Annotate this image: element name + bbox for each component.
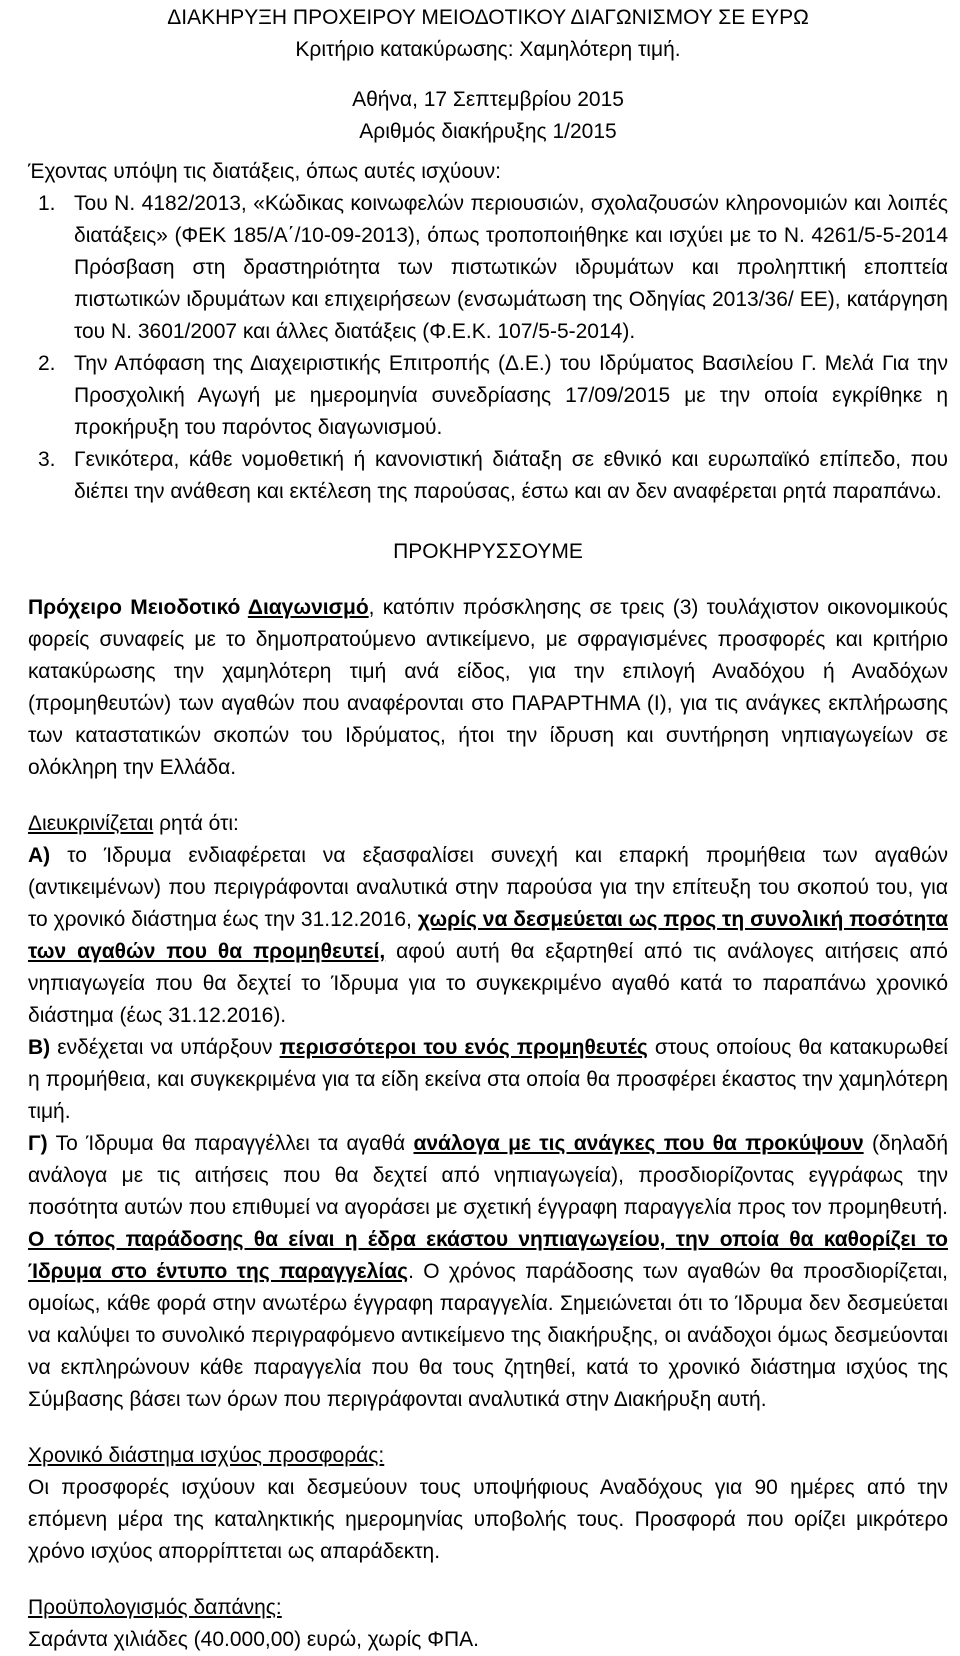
clause-emphasis: Ο τόπος παράδοσης θα είναι η έδρα εκάστου νηπιαγωγείου, την οποία θα καθορίζει το Ίδρυμα στο έντυπο της παραγγελίας: [28, 1228, 948, 1283]
clause-b: [28, 1032, 948, 1128]
provision-2: [28, 348, 948, 444]
document-date: Αθήνα, 17 Σεπτεμβρίου 2015: [352, 88, 624, 111]
document-number: Αριθμός διακήρυξης 1/2015: [359, 120, 617, 143]
proclaim-heading: ΠΡΟΚΗΡΥΣΣΟΥΜΕ: [393, 540, 583, 563]
clause-emphasis: ανάλογα με τις ανάγκες που θα προκύψουν: [413, 1132, 864, 1155]
provision-text: Του Ν. 4182/2013, «Κώδικας κοινωφελών περιουσιών, σχολαζουσών κληρονομιών και λοιπές διατάξεις» (ΦΕΚ 185/Α΄/10-09-2013), όπως τροποποιήθηκε και ισχύει με το Ν. 4261/5-5-2014 Πρόσβαση στη δραστηριότητα των πιστωτικών ιδρυμάτων και προληπτική εποπτεία πιστωτικών ιδρυμάτων και επιχειρήσεων (ενσωμάτωση της Οδηγίας 2013/36/ ΕΕ), κατάργηση του Ν. 3601/2007 και άλλες διατάξεις (Φ.Ε.Κ. 107/5-5-2014).: [74, 192, 948, 343]
clause-text: το Ίδρυμα ενδιαφέρεται να εξασφαλίσει συνεχή και επαρκή προμήθεια των αγαθών (αντικειμένων) που περιγράφονται αναλυτικά στην παρούσα για την επίτευξη του σκοπού του, για το χρονικό διάστημα έως την 31.12.2016,: [28, 844, 948, 931]
budget-heading: Προϋπολογισμός δαπάνης:: [28, 1596, 282, 1619]
clarify-heading: [28, 808, 948, 840]
provision-1: [28, 188, 948, 348]
clause-text: (δηλαδή ανάλογα με τις αιτήσεις που θα δεχτεί από νηπιαγωγεία), προσδιορίζοντας εγγράφως την ποσότητα αυτών που επιθυμεί να αγοράσει με σχετική έγγραφη παραγγελία προς τον προμηθευτή.: [28, 1132, 948, 1219]
provision-3: [28, 444, 948, 508]
clause-label: Β): [28, 1036, 51, 1059]
validity-heading: Χρονικό διάστημα ισχύος προσφοράς:: [28, 1444, 385, 1467]
clarify-heading-underlined: Διευκρινίζεται: [28, 812, 154, 835]
clause-text: αφού αυτή θα εξαρτηθεί από τις ανάλογες αιτήσεις από νηπιαγωγεία που θα δεχτεί το Ίδρυμα για το συγκεκριμένο αγαθό κατά το παραπάνω χρονικό διάστημα (έως 31.12.2016).: [28, 940, 948, 1027]
provision-number: 3.: [38, 448, 56, 471]
clause-a: [28, 840, 948, 1032]
clause-c: [28, 1128, 948, 1416]
provision-text: Γενικότερα, κάθε νομοθετική ή κανονιστική διάταξη σε εθνικό και ευρωπαϊκό επίπεδο, που διέπει την ανάθεση και εκτέλεση της παρούσας, έστω και αν δεν αναφέρεται ρητά παραπάνω.: [74, 448, 948, 503]
clause-label: Α): [28, 844, 51, 867]
tender-word: Διαγωνισμό: [247, 596, 369, 619]
clause-text: . Ο χρόνος παράδοσης των αγαθών θα προσδιορίζεται, ομοίως, κάθε φορά στην ανωτέρω έγγραφη παραγγελία. Σημειώνεται ότι το Ίδρυμα δεν δεσμεύεται να καλύψει το συνολικό περιγραφόμενο αντικείμενο της διακήρυξης, οι ανάδοχοι όμως δεσμεύονται να εκπληρώνουν κάθε παραγγελία που θα τους ζητηθεί, κατά το χρονικό διάστημα ισχύος της Σύμβασης βάσει των όρων που περιγράφονται αναλυτικά στην Διακήρυξη αυτή.: [28, 1260, 948, 1411]
tender-description: , κατόπιν πρόσκλησης σε τρεις (3) τουλάχιστον οικονομικούς φορείς συναφείς με το δημοπρατούμενο αντικείμενο, με σφραγισμένες προσφορές και κριτήριο κατακύρωσης την χαμηλότερη τιμή ανά είδος, για την επιλογή Αναδόχου ή Αναδόχων (προμηθευτών) των αγαθών που αναφέρονται στο ΠΑΡΑΡΤΗΜΑ (Ι), για τις ανάγκες εκπλήρωσης των καταστατικών σκοπών του Ιδρύματος, ήτοι την ίδρυση και συντήρηση νηπιαγωγείων σε ολόκληρη την Ελλάδα.: [28, 596, 948, 779]
clause-emphasis: χωρίς να δεσμεύεται ως προς τη συνολική ποσότητα των αγαθών που θα προμηθευτεί,: [28, 908, 948, 963]
clarify-heading-rest: ρητά ότι:: [153, 812, 239, 835]
clause-text: ενδέχεται να υπάρξουν: [50, 1036, 280, 1059]
budget-text: Σαράντα χιλιάδες (40.000,00) ευρώ, χωρίς ΦΠΑ.: [28, 1628, 479, 1651]
award-criterion: Κριτήριο κατακύρωσης: Χαμηλότερη τιμή.: [295, 38, 681, 61]
provision-number: 1.: [38, 192, 56, 215]
clause-text: Το Ίδρυμα θα παραγγέλλει τα αγαθά: [47, 1132, 414, 1155]
provision-number: 2.: [38, 352, 56, 375]
provision-text: Την Απόφαση της Διαχειριστικής Επιτροπής (Δ.Ε.) του Ιδρύματος Βασιλείου Γ. Μελά Για την Προσχολική Αγωγή με ημερομηνία συνεδρίασης 17/09/2015 με την οποία εγκρίθηκε η προκήρυξη του παρόντος διαγωνισμού.: [74, 352, 948, 439]
clause-label: Γ): [28, 1132, 48, 1155]
tender-paragraph: [28, 592, 948, 784]
tender-type: Πρόχειρο Μειοδοτικό: [28, 596, 248, 619]
clause-emphasis: περισσότεροι του ενός προμηθευτές: [279, 1036, 648, 1059]
clause-text: στους οποίους θα κατακυρωθεί η προμήθεια, και συγκεκριμένα για τα είδη εκείνα στα οποία θα προσφέρει έκαστος την χαμηλότερη τιμή.: [28, 1036, 948, 1123]
intro-text: Έχοντας υπόψη τις διατάξεις, όπως αυτές ισχύουν:: [28, 160, 501, 183]
validity-text: Οι προσφορές ισχύουν και δεσμεύουν τους υποψήφιους Αναδόχους για 90 ημέρες από την επόμενη μέρα της καταληκτικής ημερομηνίας υποβολής τους. Προσφορά που ορίζει μικρότερο χρόνο ισχύος απορρίπτεται ως απαράδεκτη.: [28, 1476, 948, 1563]
document-title: ΔΙΑΚΗΡΥΞΗ ΠΡΟΧΕΙΡΟΥ ΜΕΙΟΔΟΤΙΚΟΥ ΔΙΑΓΩΝΙΣΜΟΥ ΣΕ ΕΥΡΩ: [167, 6, 809, 29]
